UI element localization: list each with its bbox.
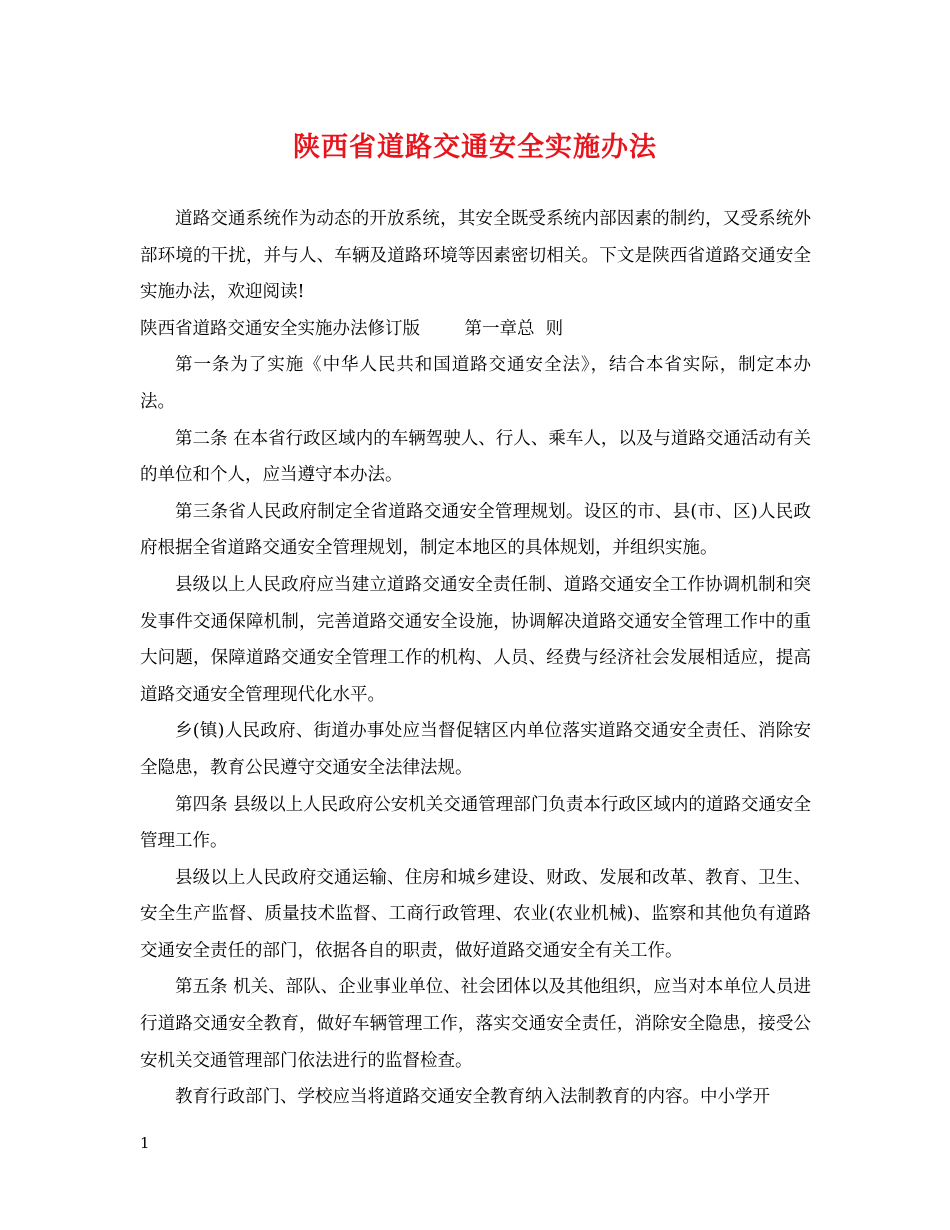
article-2-paragraph: 第二条 在本省行政区域内的车辆驾驶人、行人、乘车人，以及与道路交通活动有关的单位和个人，应当遵守本办法。 — [140, 428, 811, 486]
document-title: 陕西省道路交通安全实施办法 — [293, 132, 657, 163]
county-government-paragraph: 县级以上人民政府应当建立道路交通安全责任制、道路交通安全工作协调机制和突发事件交通保障机制，完善道路交通安全设施，协调解决道路交通安全管理工作中的重大问题，保障道路交通安全管理工作的机构、人员、经费与经济社会发展相适应，提高道路交通安全管理现代化水平。 — [140, 574, 811, 705]
article-1-paragraph: 第一条为了实施《中华人民共和国道路交通安全法》，结合本省实际，制定本办法。 — [140, 355, 811, 412]
departments-paragraph: 县级以上人民政府交通运输、住房和城乡建设、财政、发展和改革、教育、卫生、安全生产监督、质量技术监督、工商行政管理、农业(农业机械)、监察和其他负有道路交通安全责任的部门，依据各自的职责，做好道路交通安全有关工作。 — [140, 867, 811, 961]
article-3-paragraph: 第三条省人民政府制定全省道路交通安全管理规划。设区的市、县(市、区)人民政府根据全省道路交通安全管理规划，制定本地区的具体规划，并组织实施。 — [140, 501, 811, 559]
article-5-paragraph: 第五条 机关、部队、企业事业单位、社会团体以及其他组织，应当对本单位人员进行道路交通安全教育，做好车辆管理工作，落实交通安全责任，消除安全隐患，接受公安机关交通管理部门依法进行的监督检查。 — [140, 977, 811, 1071]
education-paragraph: 教育行政部门、学校应当将道路交通安全教育纳入法制教育的内容。中小学开 — [175, 1087, 770, 1108]
intro-paragraph: 道路交通系统作为动态的开放系统，其安全既受系统内部因素的制约，又受系统外部环境的干扰，并与人、车辆及道路环境等因素密切相关。下文是陕西省道路交通安全实施办法，欢迎阅读! — [140, 209, 811, 303]
page-number: 1 — [140, 1134, 150, 1152]
article-4-paragraph: 第四条 县级以上人民政府公安机关交通管理部门负责本行政区域内的道路交通安全管理工作。 — [140, 794, 811, 852]
section-heading: 陕西省道路交通安全实施办法修订版 第一章总 则 — [140, 318, 564, 339]
township-paragraph: 乡(镇)人民政府、街道办事处应当督促辖区内单位落实道路交通安全责任、消除安全隐患，教育公民遵守交通安全法律法规。 — [140, 721, 811, 778]
document-body — [140, 201, 811, 1116]
